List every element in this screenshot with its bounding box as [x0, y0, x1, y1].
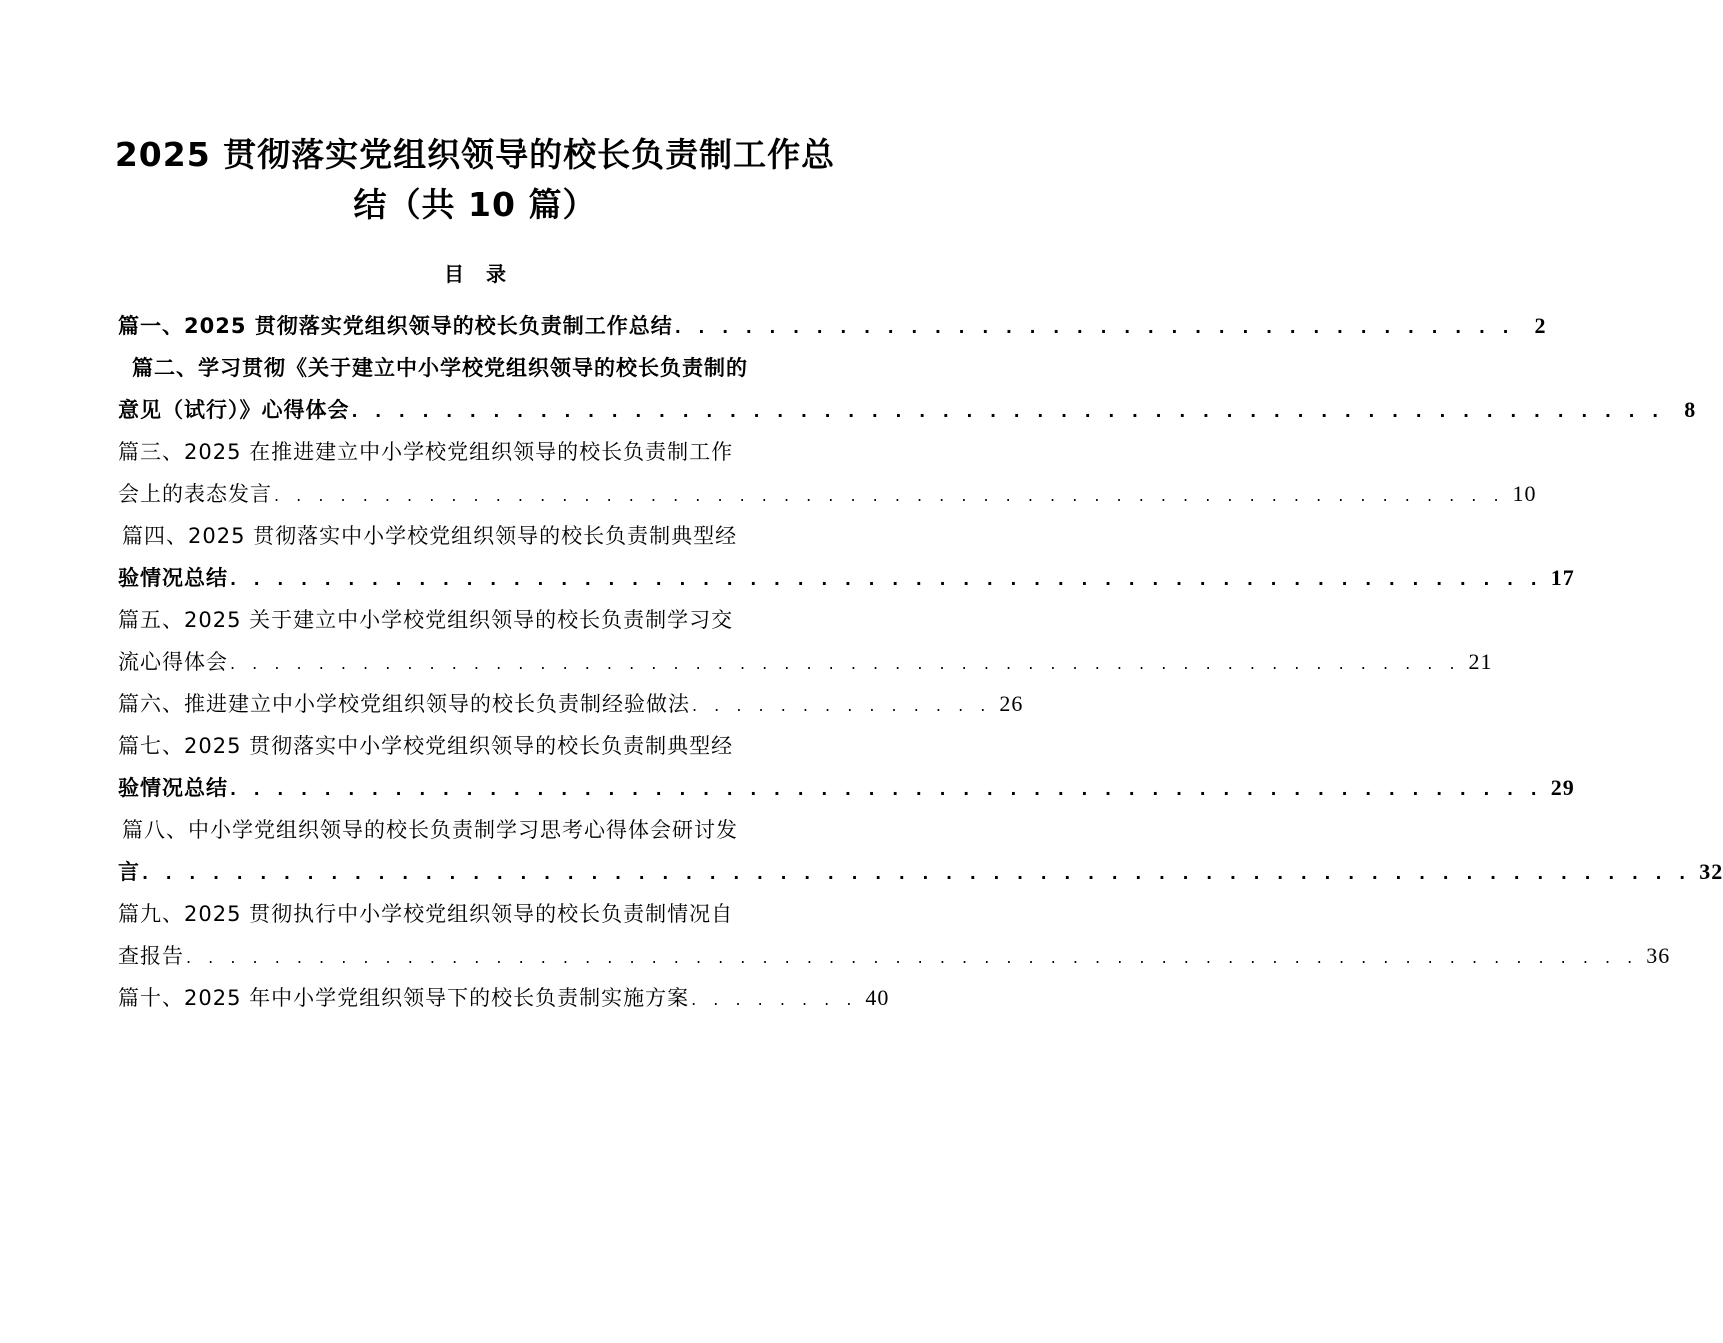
dot-leader: . . . . . . . . . . . . . . . . . . . . . . . . . . . . . . . . . . . . . . . . . . . . . . . . . . . . . . . . — [274, 486, 1505, 505]
toc-entry-4-text: 验情况总结 — [118, 566, 228, 590]
toc-entry-7[interactable] — [118, 725, 1575, 809]
toc-entry-3-line-1: 篇三、2025 在推进建立中小学校党组织领导的校长负责制工作 — [118, 440, 734, 464]
toc-entry-10[interactable] — [118, 977, 890, 1019]
dot-leader: . . . . . . . . . . . . . . . . . . . . . . . . . . . . . . . . . . . . — [674, 318, 1515, 337]
toc-entry-6-page: 26 — [999, 691, 1024, 716]
table-of-contents — [118, 305, 1723, 1019]
toc-heading: 目录 — [444, 262, 528, 286]
toc-entry-8[interactable] — [118, 809, 1723, 893]
title-line-2: 结（共 10 篇） — [353, 185, 597, 224]
dot-leader: . . . . . . . . . . . . . . . . . . . . . . . . . . . . . . . . . . . . . . . . . . . . . . . . . . . . . . . . — [351, 402, 1665, 421]
document-title — [100, 130, 850, 230]
toc-entry-10-page: 40 — [865, 985, 890, 1010]
title-line-1: 2025 贯彻落实党组织领导的校长负责制工作总 — [114, 135, 836, 174]
toc-entry-7-text: 验情况总结 — [118, 776, 228, 800]
toc-entry-5-line-1: 篇五、2025 关于建立中小学校党组织领导的校长负责制学习交 — [118, 608, 734, 632]
dot-leader: . . . . . . . . — [691, 990, 858, 1009]
toc-entry-7-page: 29 — [1550, 775, 1575, 800]
toc-entry-10-text: 篇十、2025 年中小学党组织领导下的校长负责制实施方案 — [118, 986, 690, 1010]
toc-entry-7-line-1: 篇七、2025 贯彻落实中小学校党组织领导的校长负责制典型经 — [118, 734, 734, 758]
toc-entry-6-text: 篇六、推进建立中小学校党组织领导的校长负责制经验做法 — [118, 692, 690, 716]
toc-entry-8-line-1: 篇八、中小学党组织领导的校长负责制学习思考心得体会研讨发 — [122, 818, 738, 842]
toc-entry-1-text: 篇一、2025 贯彻落实党组织领导的校长负责制工作总结 — [118, 314, 673, 338]
toc-entry-2-page: 8 — [1684, 397, 1697, 422]
dot-leader: . . . . . . . . . . . . . . . . . . . . . . . . . . . . . . . . . . . . . . . . . . . . . . . . . . . . . . . . — [230, 654, 1461, 673]
toc-entry-2-line-1: 篇二、学习贯彻《关于建立中小学校党组织领导的校长负责制的 — [132, 356, 748, 380]
dot-leader: . . . . . . . . . . . . . . — [692, 696, 992, 715]
dot-leader: . . . . . . . . . . . . . . . . . . . . . . . . . . . . . . . . . . . . . . . . . . . . . . . . . . . . . . . . . . . . . . . . . . — [142, 864, 1692, 883]
toc-entry-4-line-1: 篇四、2025 贯彻落实中小学校党组织领导的校长负责制典型经 — [122, 524, 738, 548]
toc-entry-8-text: 言 — [118, 860, 140, 884]
toc-entry-5-text: 流心得体会 — [118, 650, 228, 674]
toc-entry-3-page: 10 — [1512, 481, 1537, 506]
toc-entry-8-page: 32 — [1699, 859, 1723, 884]
toc-entry-5-page: 21 — [1468, 649, 1493, 674]
toc-entry-3-text: 会上的表态发言 — [118, 482, 272, 506]
dot-leader: . . . . . . . . . . . . . . . . . . . . . . . . . . . . . . . . . . . . . . . . . . . . . . . . . . . . . . . . . . . . . . . . . . — [186, 948, 1639, 967]
toc-entry-6[interactable] — [118, 683, 1024, 725]
toc-entry-2[interactable] — [118, 347, 1697, 431]
dot-leader: . . . . . . . . . . . . . . . . . . . . . . . . . . . . . . . . . . . . . . . . . . . . . . . . . . . . . . . . — [230, 570, 1543, 589]
toc-entry-1[interactable] — [118, 305, 1547, 347]
toc-entry-2-text: 意见（试行）》心得体会 — [118, 398, 350, 422]
dot-leader: . . . . . . . . . . . . . . . . . . . . . . . . . . . . . . . . . . . . . . . . . . . . . . . . . . . . . . . . — [230, 780, 1543, 799]
toc-entry-4[interactable] — [118, 515, 1575, 599]
toc-entry-4-page: 17 — [1550, 565, 1575, 590]
toc-entry-3[interactable] — [118, 431, 1537, 515]
toc-entry-9[interactable] — [118, 893, 1671, 977]
toc-entry-9-line-1: 篇九、2025 贯彻执行中小学校党组织领导的校长负责制情况自 — [118, 902, 734, 926]
toc-entry-1-page: 2 — [1534, 313, 1547, 338]
toc-entry-9-page: 36 — [1646, 943, 1671, 968]
toc-entry-5[interactable] — [118, 599, 1493, 683]
toc-entry-9-text: 查报告 — [118, 944, 184, 968]
